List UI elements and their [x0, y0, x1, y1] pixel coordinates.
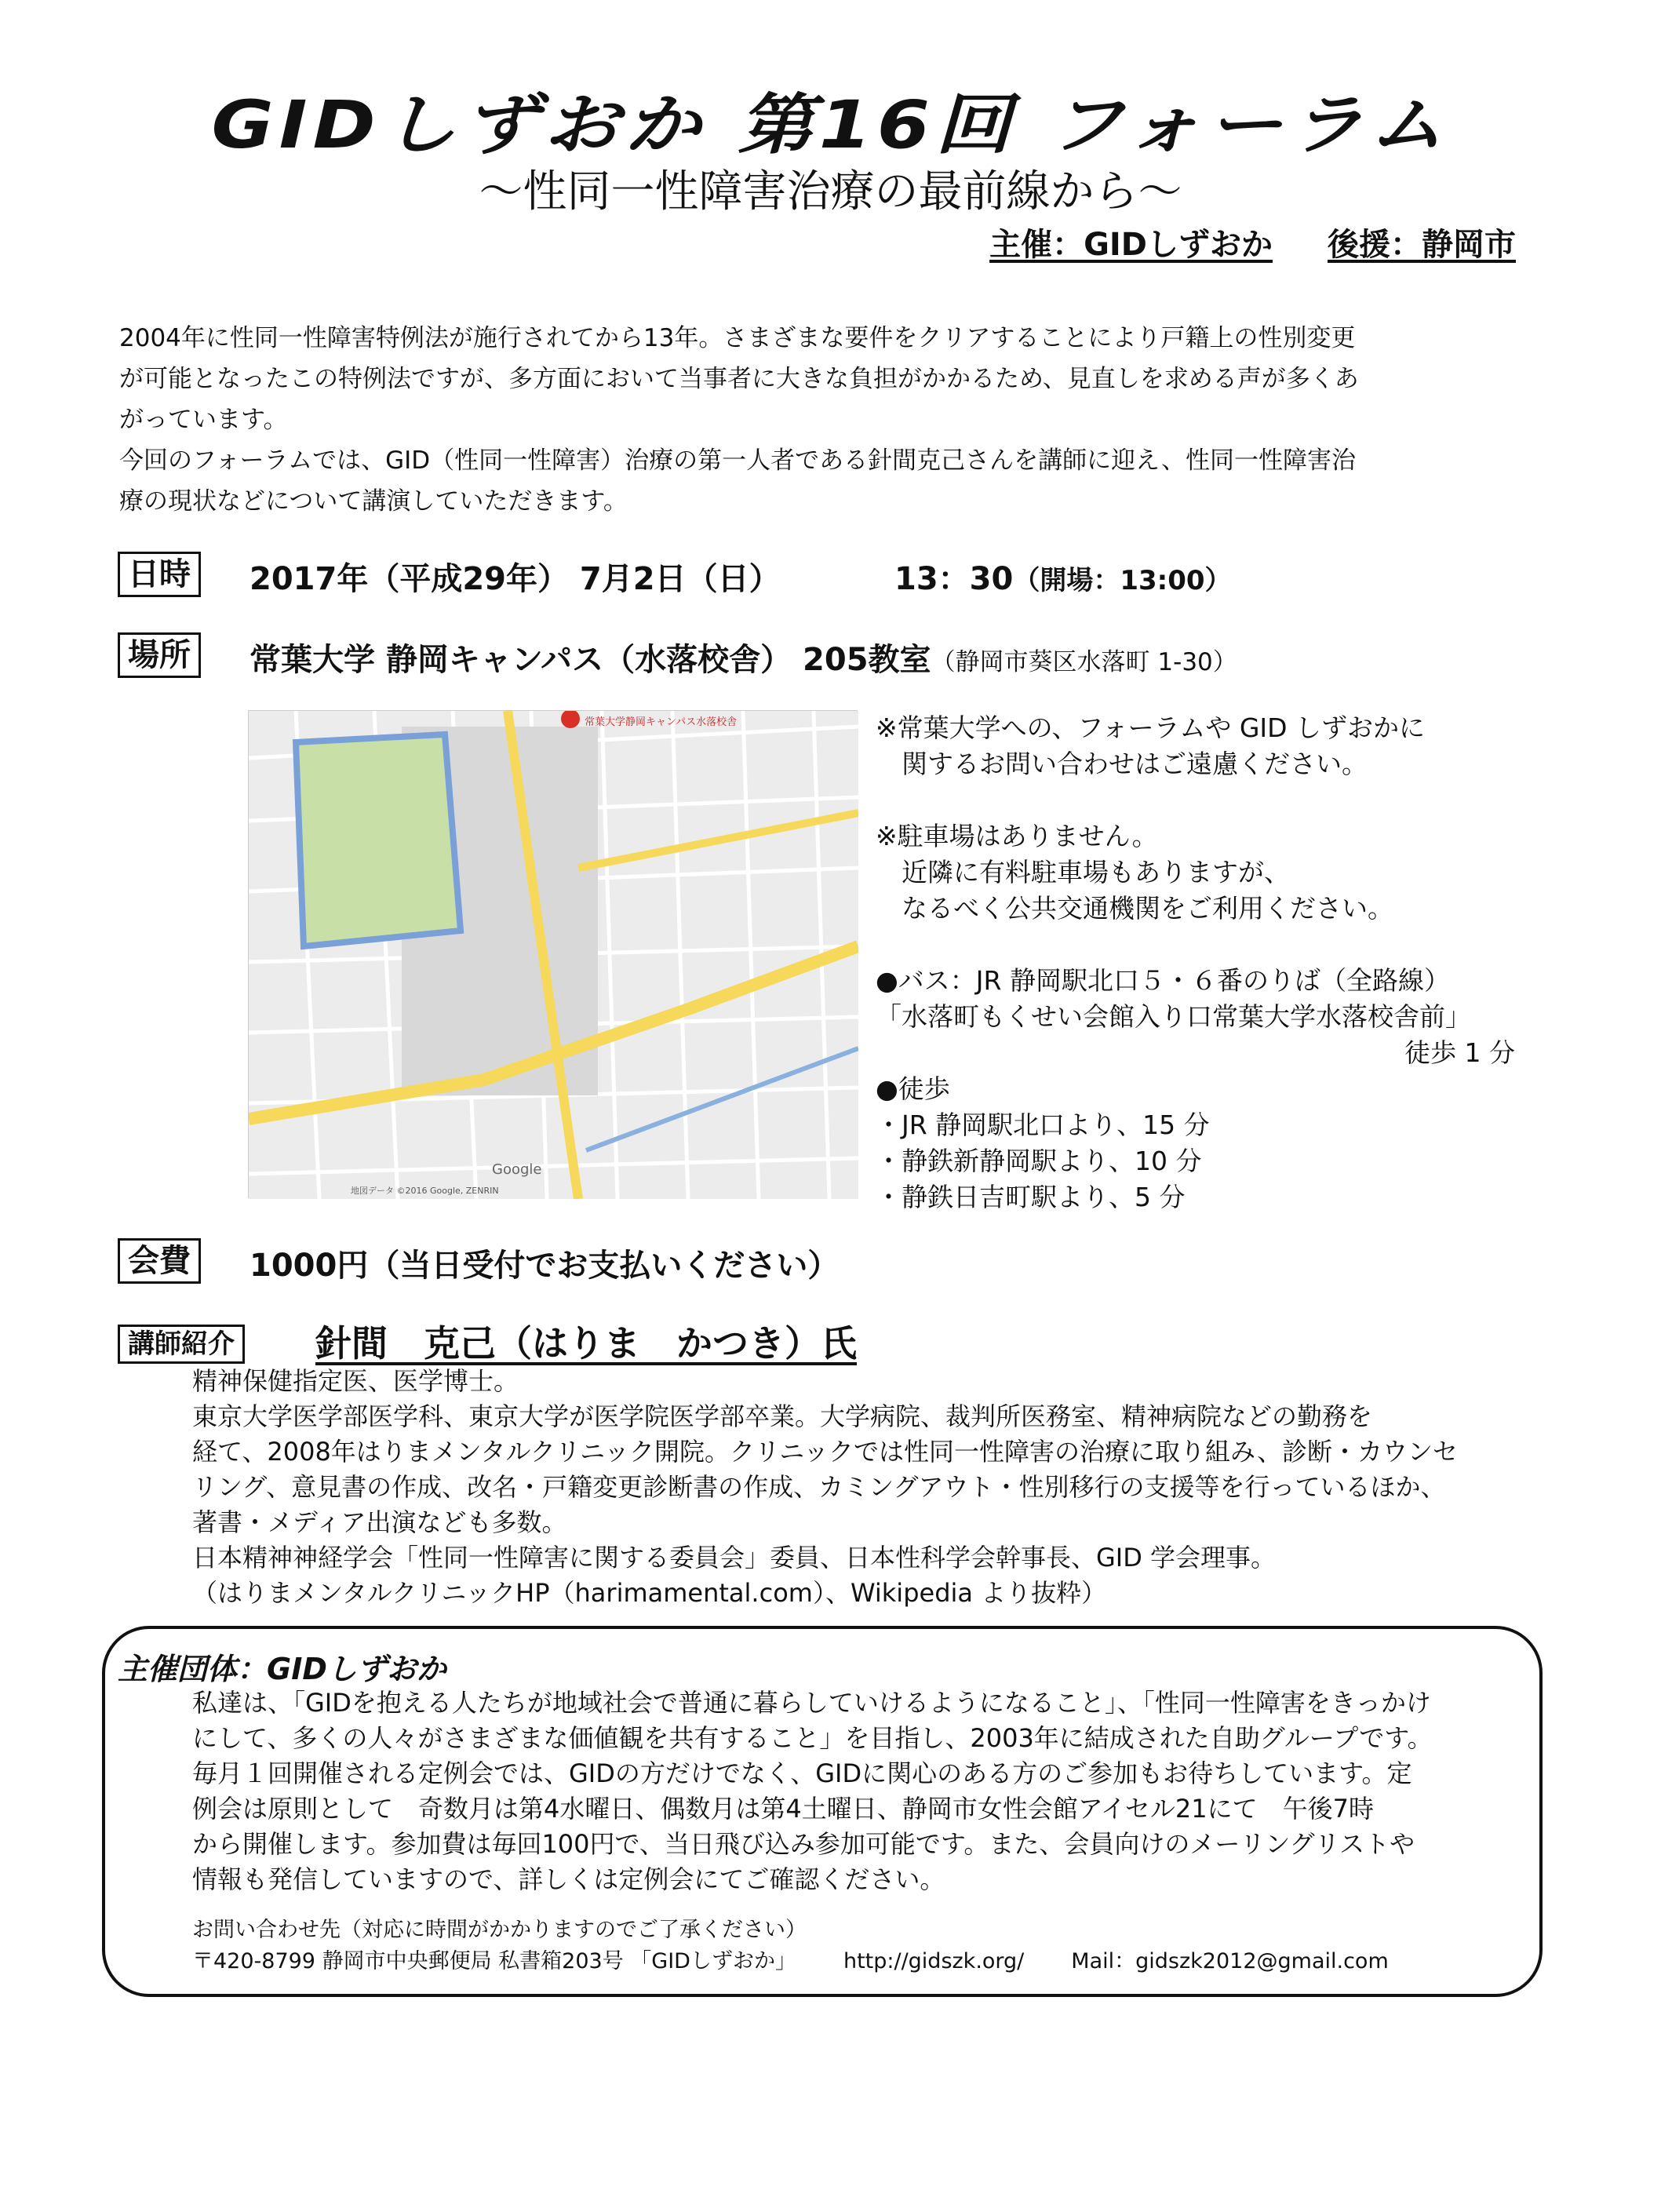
bus-line: ●バス：JR 静岡駅北口５・６番のりば（全路線） [876, 965, 1450, 996]
flyer-subtitle: ～性同一性障害治療の最前線から～ [479, 166, 1182, 217]
bio-line: 著書・メディア出演なども多数。 [192, 1507, 567, 1537]
venue-map[interactable] [248, 710, 858, 1198]
access-notes [876, 710, 1515, 1215]
venue-name: 常葉大学 静岡キャンパス（水落校舎） 205教室 [250, 642, 931, 678]
bio-line: 精神保健指定医、医学博士。 [192, 1366, 519, 1396]
bio-line: （はりまメンタルクリニックHP（harimamental.com）、Wikipedia より抜粋） [192, 1578, 1107, 1608]
note-line: 近隣に有料駐車場もありますが、 [876, 857, 1290, 887]
note-line [876, 782, 1515, 818]
org-line: から開催します。参加費は毎回100円で、当日飛び込み参加可能です。また、会員向けのメーリングリストや [192, 1829, 1415, 1859]
org-line: 情報も発信していますので、詳しくは定例会にてご確認ください。 [192, 1864, 945, 1894]
start-time: 13：30 [894, 561, 1014, 597]
event-time [894, 554, 1232, 599]
bio-line: リング、意見書の作成、改名・戸籍変更診断書の作成、カミングアウト・性別移行の支援等を行っているほか、 [192, 1472, 1446, 1502]
intro-line: 療の現状などについて講演していただきます。 [119, 487, 628, 516]
flyer-title: GIDしずおか 第16回 フォーラム [211, 86, 1450, 163]
website-link[interactable]: http://gidszk.org/ [843, 1949, 1025, 1973]
email-link[interactable]: Mail：gidszk2012@gmail.com [1071, 1949, 1389, 1973]
datetime-label: 日時 [118, 552, 201, 597]
sponsors [989, 220, 1516, 264]
venue [250, 635, 1237, 680]
org-line: 私達は、「GIDを抱える人たちが地域社会で普通に暮らしていけるようになること」、「性同一性障害をきっかけ [192, 1688, 1431, 1718]
note-line: ※常葉大学への、フォーラムや GID しずおかに [876, 712, 1426, 743]
map-marker-label: 常葉大学静岡キャンパス水落校舎 [585, 716, 738, 728]
intro-line: が可能となったこの特例法ですが、多方面において当事者に大きな負担がかかるため、見直しを求める声が多くあ [119, 365, 1359, 393]
walk-route: ・静鉄新静岡駅より、10 分 [876, 1146, 1202, 1176]
note-line [876, 927, 1515, 963]
bio-line: 日本精神神経学会「性同一性障害に関する委員会」委員、日本性科学会幹事長、GID 学会理事。 [192, 1543, 1277, 1572]
map-brand: Google [492, 1161, 542, 1178]
venue-label: 場所 [118, 632, 201, 678]
intro-line: 2004年に性同一性障害特例法が施行されてから13年。さまざまな要件をクリアすることにより戸籍上の性別変更 [119, 324, 1356, 352]
bus-walk-time: 徒歩 1 分 [1404, 1037, 1515, 1068]
organizer-title: 主催団体：GIDしずおか [118, 1652, 446, 1686]
walk-route: ・JR 静岡駅北口より、15 分 [876, 1110, 1210, 1140]
walk-route: ・静鉄日吉町駅より、5 分 [876, 1182, 1186, 1212]
bio-line: 東京大学医学部医学科、東京大学が医学院医学部卒業。大学病院、裁判所医務室、精神病院などの勤務を [192, 1401, 1373, 1431]
note-line: ※駐車場はありません。 [876, 821, 1158, 851]
note-line: なるべく公共交通機関をご利用ください。 [876, 893, 1393, 924]
org-line: 例会は原則として 奇数月は第4水曜日、偶数月は第4土曜日、静岡市女性会館アイセル21にて 午後7時 [192, 1794, 1374, 1824]
venue-address: （静岡市葵区水落町 1-30） [931, 648, 1237, 676]
bus-stop: 「水落町もくせい会館入り口常葉大学水落校舎前」 [876, 1001, 1471, 1032]
organizer-description [192, 1685, 1433, 1897]
speaker-bio [192, 1364, 1458, 1611]
fee-label: 会費 [118, 1238, 201, 1284]
map-credit: 地図データ ©2016 Google, ZENRIN [351, 1186, 499, 1196]
walk-heading: ●徒歩 [876, 1073, 950, 1104]
event-date: 2017年（平成29年） 7月2日（日） [250, 561, 781, 597]
contact-note: お問い合わせ先（対応に時間がかかりますのでご了承ください） [192, 1918, 807, 1942]
org-line: 毎月１回開催される定例会では、GIDの方だけでなく、GIDに関心のある方のご参加もお待ちしています。定 [192, 1758, 1412, 1788]
speaker-name: 針間 克己（はりま かつき）氏 [315, 1322, 857, 1365]
bio-line: 経て、2008年はりまメンタルクリニック開院。クリニックでは性同一性障害の治療に取り組み、診断・カウンセ [192, 1437, 1458, 1467]
contact-info [192, 1915, 1436, 1977]
speaker-label: 講師紹介 [118, 1325, 245, 1364]
intro-paragraph [119, 318, 1532, 522]
org-line: にして、多くの人々がさまざまな価値観を共有すること」を目指し、2003年に結成された自助グループです。 [192, 1723, 1433, 1753]
note-line: 関するお問い合わせはご遠慮ください。 [876, 749, 1368, 779]
fee-text: 1000円（当日受付でお支払いください） [250, 1248, 840, 1284]
intro-line: がっています。 [119, 406, 288, 434]
organizer: 主催：GIDしずおか [989, 227, 1273, 263]
supporter: 後援：静岡市 [1328, 227, 1516, 263]
intro-line: 今回のフォーラムでは、GID（性同一性障害）治療の第一人者である針間克己さんを講師に迎え、性同一性障害治 [119, 446, 1357, 475]
open-time: （開場：13:00） [1013, 565, 1232, 596]
postal-address: 〒420-8799 静岡市中央郵便局 私書箱203号 「GIDしずおか」 [192, 1949, 796, 1973]
